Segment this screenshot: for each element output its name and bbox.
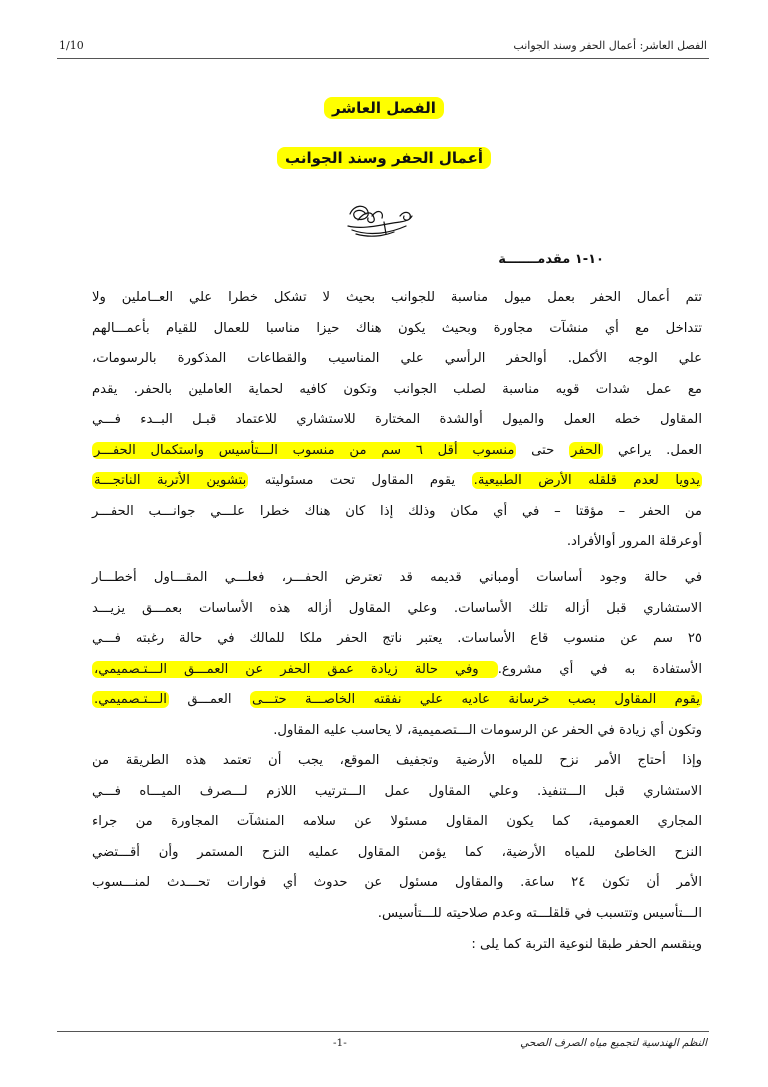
text-line xyxy=(92,746,702,777)
text-line xyxy=(92,527,702,558)
highlighted-text: يدويا لعدم قلقله الأرض الطبيعية. xyxy=(473,473,700,488)
text-run: ٢٥ سم عن منسوب قاع الأساسات. يعتبر ناتج الحفر ملكا للمالك في حالة رغبته فـــي xyxy=(92,631,702,646)
text-line xyxy=(92,436,702,467)
text-line xyxy=(92,685,702,716)
text-line xyxy=(92,930,702,961)
chapter-label-text: الفصل العاشر xyxy=(324,97,444,119)
text-line xyxy=(92,807,702,838)
header-page-ref: 1/10 xyxy=(59,39,84,52)
text-line xyxy=(92,375,702,406)
highlighted-text: الحفر xyxy=(571,442,602,458)
highlighted-text: يقوم المقاول بصب خرسانة عاديه علي نفقته الخاصـــة حتـــى xyxy=(251,692,700,707)
text-line xyxy=(92,563,702,594)
text-line xyxy=(92,777,702,808)
text-line xyxy=(92,466,702,497)
text-line xyxy=(92,655,702,686)
text-run: المقاول خطه العمل والميول أوالشدة المختارة للاستشاري للاعتماد قبـل البــدء فـــي xyxy=(92,412,702,427)
paragraph-3 xyxy=(92,746,702,929)
text-run: الأستفادة به في أي مشروع. xyxy=(497,661,702,677)
text-run: علي الوجه الأكمل. أوالحفر الرأسي علي المناسيب والقطاعات المذكورة بالرسومات، xyxy=(92,351,702,366)
text-run: الـــتأسيس وتتسبب في قلقلـــته وعدم صلاحيته للـــتأسيس. xyxy=(377,905,702,921)
text-run: الاستشاري قبل الـــتنفيذ. وعلي المقاول عمل الـــترتيب اللازم لـــصرف الميـــاه فـــي xyxy=(92,783,702,799)
text-line xyxy=(92,405,702,436)
text-run: وإذا أحتاج الأمر نزح للمياه الأرضية وتجفيف الموقع، يجب أن تعتمد هذه الطريقة من xyxy=(92,753,702,768)
text-line xyxy=(92,838,702,869)
text-run: العمـــق xyxy=(168,692,250,707)
section-heading: ١٠-١ مقدمـــــــة xyxy=(498,252,604,267)
text-line xyxy=(92,283,702,314)
page-header xyxy=(57,36,709,59)
paragraph-4 xyxy=(92,930,702,961)
footer-page-number: -1- xyxy=(333,1037,347,1049)
highlighted-text: الـــتـصميمي. xyxy=(94,692,167,707)
text-line xyxy=(92,344,702,375)
text-run: يقوم المقاول تحت مسئوليته xyxy=(248,473,472,488)
text-run: من الحفر – مؤقتا – في أي مكان وذلك إذا كان هناك خطرا علـــي جوانـــب الحفـــر xyxy=(92,503,702,519)
text-run: وتكون أي زيادة في الحفر عن الرسومات الـــتصميمية، لا يحاسب عليه المقاول. xyxy=(273,722,702,738)
header-title: الفصل العاشر: أعمال الحفر وسند الجوانب xyxy=(513,39,707,52)
text-run: في حالة وجود أساسات أومباني قديمه قد تعترض الحفـــر، فعلـــي المقـــاول أخطـــار xyxy=(92,570,702,585)
text-run: مع عمل شدات قويه مناسبة لصلب الجوانب وتكون كافيه لحماية العاملين بالحفر. يقدم xyxy=(92,381,702,397)
text-run: أوعرقلة المرور أوالأفراد. xyxy=(566,534,702,549)
paragraph-2 xyxy=(92,563,702,746)
text-run: حتى xyxy=(516,442,570,458)
text-run: تتداخل مع أي منشآت مجاورة وبحيث يكون هناك حيزا مناسبا للعمال للقيام بأعمـــالهم xyxy=(92,320,702,336)
paragraph-1 xyxy=(92,283,702,558)
chapter-label xyxy=(0,98,768,117)
text-run: المجاري العمومية، كما يكون المقاول مسئولا عن سلامه المنشآت المجاورة من جراء xyxy=(92,814,702,829)
text-line xyxy=(92,624,702,655)
text-run: تتم أعمال الحفر بعمل ميول مناسبة للجوانب بحيث لا تشكل خطرا علي العــاملين ولا xyxy=(92,290,702,305)
text-run: الاستشاري قبل أزاله تلك الأساسات. وعلي المقاول أزاله هذه الأساسات بعمـــق يزيـــد xyxy=(92,600,702,616)
text-line xyxy=(92,497,702,528)
text-run: الأمر أن تكون ٢٤ ساعة. والمقاول مسئول عن حدوث أي فوارات تحـــدث لمنـــسوب xyxy=(92,875,702,890)
basmala-calligraphy-icon xyxy=(344,200,416,240)
text-run: النزح الخاطئ للمياه الأرضية، كما يؤمن المقاول عمليه النزح المستمر وأن أقـــتضي xyxy=(92,844,702,860)
highlighted-text: وفي حالة زيادة عمق الحفر عن العمـــق الـــتـصميمي، xyxy=(94,661,496,677)
text-line xyxy=(92,868,702,899)
text-line xyxy=(92,716,702,747)
highlighted-text: منسوب أقل ٦ سم من منسوب الـــتأسيس واستكمال الحفـــر xyxy=(94,442,515,458)
text-line xyxy=(92,899,702,930)
page-footer xyxy=(57,1031,709,1049)
highlighted-text: بتشوين الأتربة الناتجـــة xyxy=(94,473,247,488)
footer-title: النظم الهندسية لتجميع مياه الصرف الصحي xyxy=(520,1037,707,1049)
chapter-title-text: أعمال الحفر وسند الجوانب xyxy=(277,147,491,169)
text-line xyxy=(92,594,702,625)
chapter-title xyxy=(0,148,768,167)
text-line xyxy=(92,314,702,345)
text-run: وينقسم الحفر طبقا لنوعية التربة كما يلى : xyxy=(471,937,702,952)
text-run: العمل. يراعي xyxy=(603,442,703,458)
